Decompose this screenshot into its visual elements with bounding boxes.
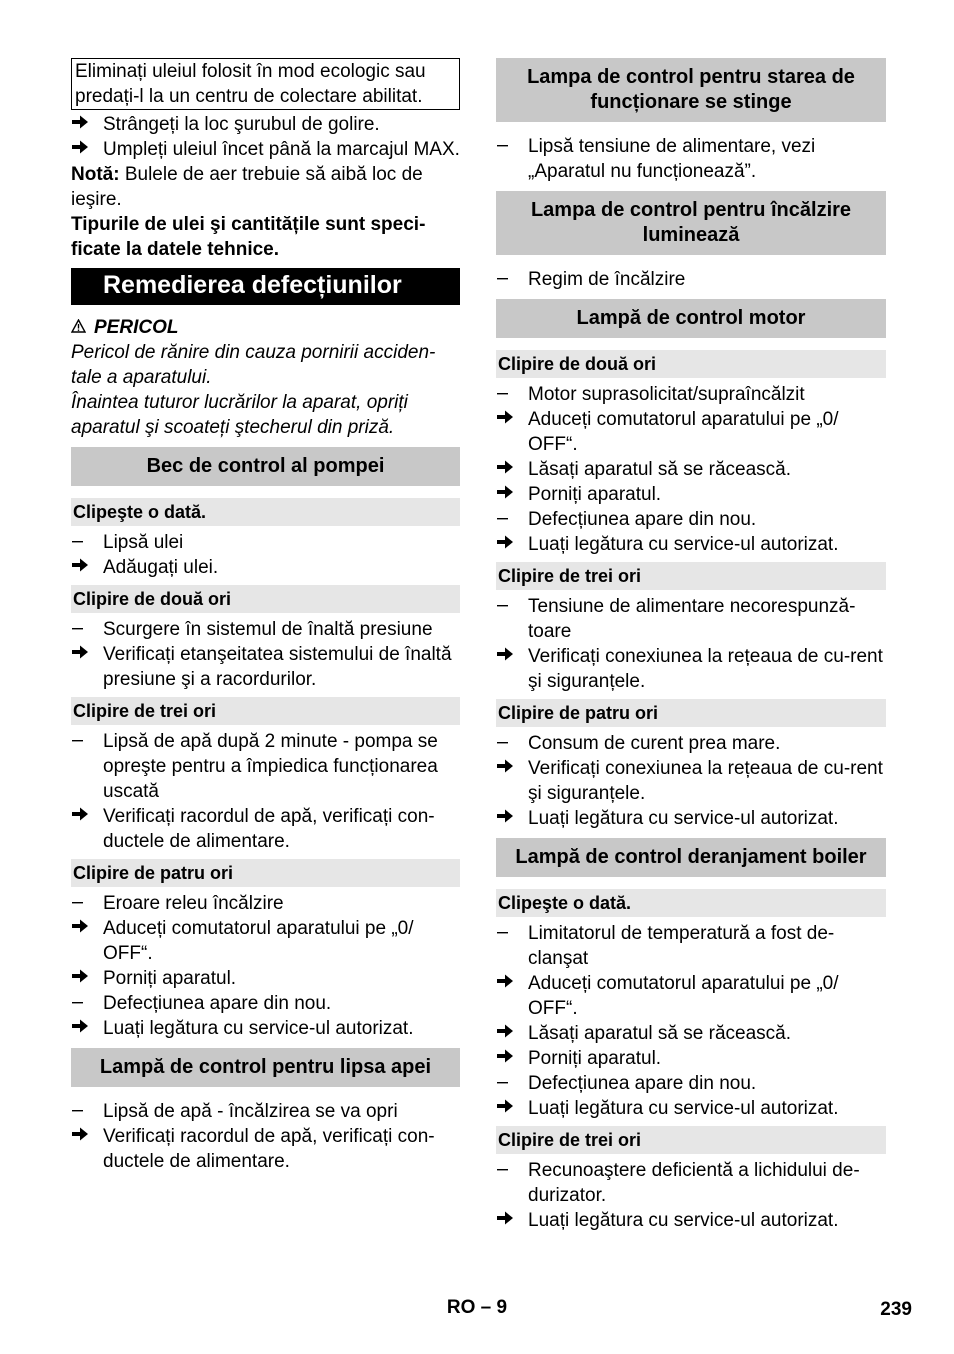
list-item <box>496 532 886 557</box>
list-item-text: Verificați conexiunea la rețeaua de cu-rent şi siguranțele. <box>528 646 883 692</box>
list-item-text: Recunoaştere deficientă a lichidului de-durizator. <box>528 1160 860 1206</box>
danger-text-2: Înaintea tuturor lucrărilor la aparat, opriți aparatul şi scoateți ştecherul din priză. <box>71 392 408 438</box>
blink-pattern-items <box>71 891 460 1041</box>
arrow-right-icon <box>496 407 520 432</box>
arrow-right-icon <box>71 642 95 667</box>
blink-pattern-heading: Clipire de trei ori <box>496 1126 886 1154</box>
list-item <box>496 482 886 507</box>
list-item <box>496 731 886 756</box>
list-item-text: Porniți aparatul. <box>528 484 662 505</box>
list-item-text: Umpleți uleiul încet până la marcajul MAX. <box>103 139 460 160</box>
list-item-text: Scurgere în sistemul de înaltă presiune <box>103 619 433 640</box>
list-item <box>496 971 886 1021</box>
list-item-text: Aduceți comutatorul aparatului pe „0/ OFF“. <box>103 918 414 964</box>
blink-pattern-heading: Clipire de trei ori <box>496 562 886 590</box>
disposal-note-box <box>71 58 460 110</box>
dash-bullet-icon <box>496 731 520 756</box>
list-item-text: Luați legătura cu service-ul autorizat. <box>528 1210 839 1231</box>
page-number: 239 <box>880 1299 912 1320</box>
pump-groups <box>71 498 460 1041</box>
water-items <box>71 1099 460 1174</box>
dash-bullet-icon <box>496 507 520 532</box>
dash-bullet-icon <box>496 1158 520 1183</box>
motor-lamp-heading: Lampă de control motor <box>496 299 886 338</box>
heating-items <box>496 267 886 292</box>
list-item <box>71 991 460 1016</box>
blink-pattern-heading: Clipire de două ori <box>71 585 460 613</box>
list-item-text: Regim de încălzire <box>528 269 686 290</box>
list-item <box>496 507 886 532</box>
list-item <box>71 916 460 966</box>
list-item-text: Verificați conexiunea la rețeaua de cu-rent şi siguranțele. <box>528 758 883 804</box>
arrow-right-icon <box>496 1046 520 1071</box>
list-item <box>71 530 460 555</box>
arrow-right-icon <box>71 804 95 829</box>
list-item-text: Defecțiunea apare din nou. <box>103 993 332 1014</box>
list-item-text: Luați legătura cu service-ul autorizat. <box>103 1018 414 1039</box>
list-item-text: Eroare releu încălzire <box>103 893 284 914</box>
list-item <box>496 382 886 407</box>
list-item <box>71 642 460 692</box>
list-item <box>496 1208 886 1233</box>
dash-bullet-icon <box>496 267 520 292</box>
list-item-text: Verificați racordul de apă, verificați con-ductele de alimentare. <box>103 1126 435 1172</box>
list-item <box>71 891 460 916</box>
list-item-text: Defecțiunea apare din nou. <box>528 509 757 530</box>
dash-bullet-icon <box>496 1071 520 1096</box>
list-item <box>71 617 460 642</box>
motor-groups <box>496 350 886 831</box>
dash-bullet-icon <box>71 891 95 916</box>
danger-label: PERICOL <box>94 317 179 338</box>
list-item <box>71 966 460 991</box>
list-item <box>496 644 886 694</box>
list-item <box>71 729 460 804</box>
arrow-right-icon <box>496 806 520 831</box>
right-column <box>496 58 886 1233</box>
boiler-lamp-heading: Lampă de control deranjament boiler <box>496 838 886 877</box>
list-item <box>496 457 886 482</box>
arrow-right-icon <box>496 1208 520 1233</box>
oil-steps <box>71 112 460 162</box>
blink-pattern-items <box>496 1158 886 1233</box>
dash-bullet-icon <box>71 530 95 555</box>
list-item-text: Lipsă de apă - încălzirea se va opri <box>103 1101 398 1122</box>
list-item-text: Porniți aparatul. <box>103 968 237 989</box>
list-item <box>496 594 886 644</box>
operation-items <box>496 134 886 184</box>
left-column <box>71 58 460 1174</box>
arrow-right-icon <box>496 1021 520 1046</box>
list-item-text: Motor suprasolicitat/supraîncălzit <box>528 384 805 405</box>
list-item <box>71 555 460 580</box>
list-item <box>496 267 886 292</box>
arrow-right-icon <box>71 916 95 941</box>
arrow-right-icon <box>496 482 520 507</box>
list-item-text: Verificați etanşeitatea sistemului de înaltă presiune şi a racordurilor. <box>103 644 452 690</box>
blink-pattern-items <box>71 530 460 580</box>
list-item <box>71 1016 460 1041</box>
list-item <box>496 134 886 184</box>
blink-pattern-items <box>496 382 886 557</box>
arrow-right-icon <box>496 971 520 996</box>
arrow-right-icon <box>71 1016 95 1041</box>
dash-bullet-icon <box>496 921 520 946</box>
arrow-right-icon <box>496 532 520 557</box>
list-item-text: Lăsați aparatul să se răcească. <box>528 1023 791 1044</box>
oil-types-note: Tipurile de ulei şi cantitățile sunt speci-ficate la datele tehnice. <box>71 214 426 260</box>
operation-lamp-heading: Lampa de control pentru starea de funcționare se stinge <box>496 58 886 122</box>
list-item-text: Aduceți comutatorul aparatului pe „0/ OFF“. <box>528 409 839 455</box>
danger-heading <box>71 315 460 340</box>
list-item-text: Lipsă de apă după 2 minute - pompa se opreşte pentru a împiedica funcționarea uscată <box>103 731 438 802</box>
dash-bullet-icon <box>496 134 520 159</box>
arrow-right-icon <box>71 112 95 137</box>
list-item-text: Lipsă ulei <box>103 532 184 553</box>
list-item-text: Lipsă tensiune de alimentare, vezi „Aparatul nu funcționează”. <box>528 136 816 182</box>
list-item-text: Luați legătura cu service-ul autorizat. <box>528 808 839 829</box>
dash-bullet-icon <box>71 729 95 754</box>
list-item-text: Lăsați aparatul să se răcească. <box>528 459 791 480</box>
arrow-right-icon <box>71 555 95 580</box>
dash-bullet-icon <box>496 594 520 619</box>
list-item <box>496 1096 886 1121</box>
list-item <box>496 1021 886 1046</box>
list-item-text: Strângeți la loc şurubul de golire. <box>103 114 380 135</box>
list-item-text: Verificați racordul de apă, verificați con-ductele de alimentare. <box>103 806 435 852</box>
list-item <box>71 1124 460 1174</box>
list-item <box>496 1158 886 1208</box>
list-item <box>71 137 460 162</box>
list-item <box>496 921 886 971</box>
note-paragraph <box>71 162 460 212</box>
arrow-right-icon <box>71 966 95 991</box>
arrow-right-icon <box>496 756 520 781</box>
list-item <box>496 806 886 831</box>
arrow-right-icon <box>496 457 520 482</box>
footer-section: RO – 9 <box>446 1297 508 1318</box>
list-item <box>496 1046 886 1071</box>
dash-bullet-icon <box>71 617 95 642</box>
dash-bullet-icon <box>71 991 95 1016</box>
section-title: Remedierea defecțiunilor <box>71 268 460 305</box>
dash-bullet-icon <box>496 382 520 407</box>
arrow-right-icon <box>496 644 520 669</box>
arrow-right-icon <box>496 1096 520 1121</box>
list-item <box>71 1099 460 1124</box>
note-text: Bulele de aer trebuie să aibă loc de ieşire. <box>71 164 423 210</box>
list-item-text: Limitatorul de temperatură a fost de-clanşat <box>528 923 835 969</box>
note-label: Notă: <box>71 164 120 185</box>
list-item <box>71 112 460 137</box>
blink-pattern-heading: Clipeşte o dată. <box>496 889 886 917</box>
list-item-text: Adăugați ulei. <box>103 557 219 578</box>
dash-bullet-icon <box>71 1099 95 1124</box>
list-item-text: Luați legătura cu service-ul autorizat. <box>528 534 839 555</box>
list-item-text: Defecțiunea apare din nou. <box>528 1073 757 1094</box>
list-item-text: Aduceți comutatorul aparatului pe „0/ OFF“. <box>528 973 839 1019</box>
list-item-text: Consum de curent prea mare. <box>528 733 781 754</box>
list-item <box>496 407 886 457</box>
arrow-right-icon <box>71 137 95 162</box>
warning-triangle-icon <box>71 315 86 340</box>
arrow-right-icon <box>71 1124 95 1149</box>
blink-pattern-heading: Clipire de patru ori <box>496 699 886 727</box>
disposal-note-text: Eliminați uleiul folosit în mod ecologic sau predați-l la un centru de colectare abilitat. <box>75 61 426 107</box>
heating-lamp-heading: Lampa de control pentru încălzire luminează <box>496 191 886 255</box>
blink-pattern-items <box>496 594 886 694</box>
blink-pattern-items <box>71 729 460 854</box>
blink-pattern-heading: Clipire de două ori <box>496 350 886 378</box>
list-item-text: Luați legătura cu service-ul autorizat. <box>528 1098 839 1119</box>
boiler-groups <box>496 889 886 1233</box>
pump-lamp-heading: Bec de control al pompei <box>71 447 460 486</box>
list-item-text: Tensiune de alimentare necorespunză-toare <box>528 596 856 642</box>
blink-pattern-items <box>496 731 886 831</box>
danger-text-1: Pericol de rănire din cauza pornirii acciden-tale a aparatului. <box>71 342 436 388</box>
list-item-text: Porniți aparatul. <box>528 1048 662 1069</box>
blink-pattern-items <box>71 617 460 692</box>
water-lamp-heading: Lampă de control pentru lipsa apei <box>71 1048 460 1087</box>
list-item <box>496 756 886 806</box>
list-item <box>71 804 460 854</box>
blink-pattern-heading: Clipire de patru ori <box>71 859 460 887</box>
blink-pattern-items <box>496 921 886 1121</box>
list-item <box>496 1071 886 1096</box>
blink-pattern-heading: Clipeşte o dată. <box>71 498 460 526</box>
blink-pattern-heading: Clipire de trei ori <box>71 697 460 725</box>
